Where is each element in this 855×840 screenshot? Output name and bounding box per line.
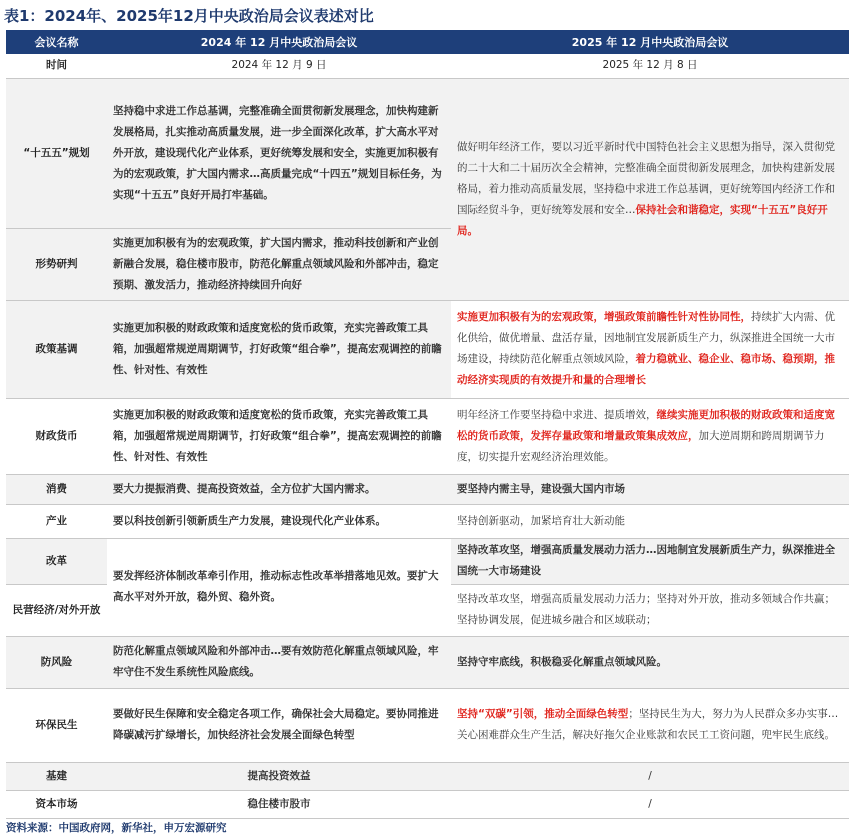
text-normal: 加大逆周期和跨周期调节力度，切实提升宏观经济治理效能。 [457,429,825,463]
row-label-policy: 政策基调 [6,300,107,398]
cell-2024-policy: 实施更加积极的财政政策和适度宽松的货币政策，充实完善政策工具箱，加强超常规逆周期调节，打好政策“组合拳”，提高宏观调控的前瞻性、针对性、有效性 [107,300,451,398]
header-meeting-name: 会议名称 [6,30,107,54]
row-label-infra: 基建 [6,762,107,790]
text-highlight: 保持社会和谐稳定，实现“十五五”良好开局。 [457,203,828,237]
cell-2024-situation: 实施更加积极有为的宏观政策，扩大国内需求，推动科技创新和产业创新融合发展，稳住楼市股市，防范化解重点领域风险和外部冲击，稳定预期、激发活力，推动经济持续回升向好 [107,228,451,300]
cell-2024-date: 2024 年 12 月 9 日 [231,59,327,72]
cell-2025-private: 坚持改革攻坚，增强高质量发展动力活力；坚持对外开放，推动多领域合作共赢；坚持协调发展，促进城乡融合和区域联动； [457,593,835,626]
cell-2024-plan: 坚持稳中求进工作总基调，完整准确全面贯彻新发展理念，加快构建新发展格局，扎实推动高质量发展，进一步全面深化改革，扩大高水平对外开放，建设现代化产业体系，更好统筹发展和安全，实施更加积极有为的宏观政策，扩大国内需求…高质量完成“十四五”规划目标任务，为实现“十五五”良好开局打牢基础。 [107,78,451,228]
table-row-infra [6,762,849,790]
table-row-capital [6,790,849,818]
row-label-capital: 资本市场 [6,790,107,818]
table-row-green [6,688,849,762]
cell-2025-risk: 坚持守牢底线，积极稳妥化解重点领域风险。 [451,636,849,688]
table-row-fiscal [6,398,849,474]
cell-2025-industry: 坚持创新驱动，加紧培育壮大新动能 [457,514,625,527]
cell-2025-fiscal [451,398,849,474]
row-label-green: 环保民生 [6,688,107,762]
table-header-row [6,30,849,54]
cell-2025-capital: / [648,797,652,810]
row-label-reform: 改革 [6,538,107,584]
cell-2024-consumption: 要大力提振消费、提高投资效益，全方位扩大国内需求。 [107,474,451,504]
cell-2024-reform-private: 要发挥经济体制改革牵引作用，推动标志性改革举措落地见效。要扩大高水平对外开放，稳外贸、稳外资。 [107,538,451,636]
row-label-risk: 防风险 [6,636,107,688]
comparison-table [6,30,849,819]
row-label-plan: “十五五”规划 [6,78,107,228]
cell-2025-infra: / [451,762,849,790]
text-normal: 明年经济工作要坚持稳中求进、提质增效， [457,408,657,421]
row-label-fiscal: 财政货币 [6,398,107,474]
table-row-plan [6,78,849,228]
cell-2025-consumption: 要坚持内需主导，建设强大国内市场 [451,474,849,504]
cell-2024-risk: 防范化解重点领域风险和外部冲击…要有效防范化解重点领域风险，牢牢守住不发生系统性风险底线。 [107,636,451,688]
table-title: 表1：2024年、2025年12月中央政治局会议表述对比 [4,7,374,25]
cell-2024-fiscal: 实施更加积极的财政政策和适度宽松的货币政策，充实完善政策工具箱，加强超常规逆周期调节，打好政策“组合拳”，提高宏观调控的前瞻性、针对性、有效性 [113,408,442,463]
text-highlight: 着力稳就业、稳企业、稳市场、稳预期，推动经济实现质的有效提升和量的合理增长 [457,353,835,386]
source-note: 资料来源：中国政府网，新华社，申万宏源研究 [6,822,227,834]
row-label-date: 时间 [6,54,107,78]
table-row-consumption [6,474,849,504]
cell-2025-plan-situation [451,78,849,300]
cell-2024-industry: 要以科技创新引领新质生产力发展，建设现代化产业体系。 [113,514,386,527]
header-2025: 2025 年 12 月中央政治局会议 [451,30,849,54]
cell-2025-policy [451,300,849,398]
text-highlight: 继续实施更加积极的财政政策和适度宽松的货币政策，发挥存量政策和增量政策集成效应， [457,408,835,442]
text-normal: 持续扩大内需、优化供给，做优增量、盘活存量，因地制宜发展新质生产力，纵深推进全国统一大市场建设，持续防范化解重点领域风险， [457,311,835,365]
cell-2025-date: 2025 年 12 月 8 日 [602,59,698,72]
row-label-industry: 产业 [6,504,107,538]
row-label-situation: 形势研判 [6,228,107,300]
row-label-private: 民营经济/对外开放 [6,584,107,636]
cell-2024-green: 要做好民生保障和安全稳定各项工作，确保社会大局稳定。要协同推进降碳减污扩绿增长，加快经济社会发展全面绿色转型 [113,708,439,741]
cell-2025-reform: 坚持改革攻坚，增强高质量发展动力活力…因地制宜发展新质生产力，纵深推进全国统一大市场建设 [451,538,849,584]
text-normal: ；坚持民生为大，努力为人民群众多办实事…关心困难群众生产生活，解决好拖欠企业账款和农民工工资问题，兜牢民生底线。 [457,708,839,741]
text-highlight: 坚持“双碳”引领，推动全面绿色转型 [457,708,629,720]
table-row-industry [6,504,849,538]
cell-2024-infra: 提高投资效益 [107,762,451,790]
row-label-consumption: 消费 [6,474,107,504]
table-row-reform [6,538,849,584]
header-2024: 2024 年 12 月中央政治局会议 [107,30,451,54]
table-row-policy [6,300,849,398]
cell-2025-green [451,688,849,762]
text-highlight: 实施更加积极有为的宏观政策，增强政策前瞻性针对性协同性， [457,311,751,323]
text-normal: 做好明年经济工作，要以习近平新时代中国特色社会主义思想为指导，深入贯彻党的二十大和二十届历次全会精神，完整准确全面贯彻新发展理念，加快构建新发展格局，着力推动高质量发展，坚持稳中求进工作总基调，更好统筹国内经济工作和国际经贸斗争，更好统筹发展和安全… [457,140,835,216]
table-row-risk [6,636,849,688]
cell-2024-capital: 稳住楼市股市 [247,797,311,810]
table-row-date [6,54,849,78]
